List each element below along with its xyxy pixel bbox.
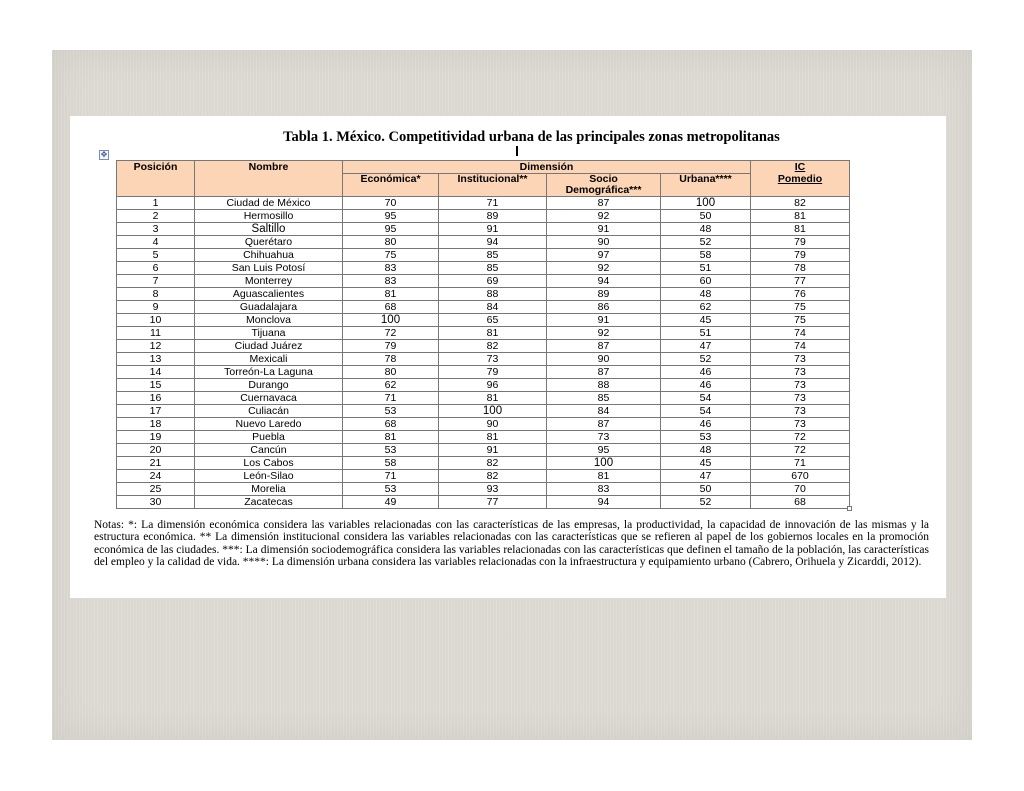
cell-socio-demografica: 83 bbox=[547, 483, 661, 496]
cell-nombre: Tijuana bbox=[195, 327, 343, 340]
header-ic-line1: IC bbox=[794, 161, 806, 173]
table-title: Tabla 1. México. Competitividad urbana de las principales zonas metropolitanas bbox=[283, 129, 780, 145]
header-institucional: Institucional** bbox=[439, 174, 547, 197]
cell-ic-promedio: 79 bbox=[751, 249, 850, 262]
cell-institucional: 81 bbox=[439, 431, 547, 444]
table-row bbox=[117, 431, 850, 444]
cell-socio-demografica: 90 bbox=[547, 236, 661, 249]
table-row bbox=[117, 262, 850, 275]
cell-economica: 80 bbox=[343, 366, 439, 379]
cell-urbana: 47 bbox=[661, 340, 751, 353]
table-row bbox=[117, 340, 850, 353]
cell-economica: 83 bbox=[343, 275, 439, 288]
cell-economica: 62 bbox=[343, 379, 439, 392]
header-economica: Económica* bbox=[343, 174, 439, 197]
cell-posicion: 20 bbox=[117, 444, 195, 457]
cell-nombre: Mexicali bbox=[195, 353, 343, 366]
cell-urbana: 52 bbox=[661, 353, 751, 366]
table-body bbox=[117, 197, 850, 509]
competitiveness-table bbox=[116, 160, 850, 509]
cell-economica: 95 bbox=[343, 210, 439, 223]
cell-institucional: 84 bbox=[439, 301, 547, 314]
cell-posicion: 6 bbox=[117, 262, 195, 275]
cell-urbana: 100 bbox=[661, 197, 751, 210]
table-row bbox=[117, 457, 850, 470]
cell-institucional: 82 bbox=[439, 340, 547, 353]
cell-institucional: 65 bbox=[439, 314, 547, 327]
cell-economica: 75 bbox=[343, 249, 439, 262]
cell-ic-promedio: 81 bbox=[751, 223, 850, 236]
cell-socio-demografica: 87 bbox=[547, 197, 661, 210]
cell-ic-promedio: 76 bbox=[751, 288, 850, 301]
cell-institucional: 91 bbox=[439, 444, 547, 457]
cell-economica: 49 bbox=[343, 496, 439, 509]
cell-institucional: 85 bbox=[439, 262, 547, 275]
cell-institucional: 88 bbox=[439, 288, 547, 301]
table-row bbox=[117, 418, 850, 431]
header-ic-promedio bbox=[751, 161, 850, 197]
table-row bbox=[117, 366, 850, 379]
cell-posicion: 4 bbox=[117, 236, 195, 249]
cell-ic-promedio: 77 bbox=[751, 275, 850, 288]
cell-urbana: 54 bbox=[661, 405, 751, 418]
cell-institucional: 69 bbox=[439, 275, 547, 288]
table-row bbox=[117, 496, 850, 509]
cell-institucional: 73 bbox=[439, 353, 547, 366]
cell-nombre: Ciudad Juárez bbox=[195, 340, 343, 353]
cell-socio-demografica: 100 bbox=[547, 457, 661, 470]
cell-economica: 68 bbox=[343, 418, 439, 431]
cell-socio-demografica: 84 bbox=[547, 405, 661, 418]
cell-nombre: Hermosillo bbox=[195, 210, 343, 223]
cell-economica: 71 bbox=[343, 392, 439, 405]
cell-socio-demografica: 92 bbox=[547, 327, 661, 340]
cell-socio-demografica: 97 bbox=[547, 249, 661, 262]
cell-nombre: Puebla bbox=[195, 431, 343, 444]
cell-nombre: Aguascalientes bbox=[195, 288, 343, 301]
table-row bbox=[117, 353, 850, 366]
cell-ic-promedio: 71 bbox=[751, 457, 850, 470]
table-row bbox=[117, 288, 850, 301]
cell-institucional: 93 bbox=[439, 483, 547, 496]
cell-posicion: 9 bbox=[117, 301, 195, 314]
cell-urbana: 48 bbox=[661, 444, 751, 457]
cell-socio-demografica: 92 bbox=[547, 210, 661, 223]
cell-socio-demografica: 73 bbox=[547, 431, 661, 444]
cell-posicion: 12 bbox=[117, 340, 195, 353]
cell-nombre: San Luis Potosí bbox=[195, 262, 343, 275]
cell-nombre: Culiacán bbox=[195, 405, 343, 418]
cell-nombre: Los Cabos bbox=[195, 457, 343, 470]
cell-economica: 81 bbox=[343, 288, 439, 301]
cell-socio-demografica: 91 bbox=[547, 314, 661, 327]
cell-nombre: Ciudad de México bbox=[195, 197, 343, 210]
table-row bbox=[117, 392, 850, 405]
cell-ic-promedio: 74 bbox=[751, 327, 850, 340]
cell-posicion: 14 bbox=[117, 366, 195, 379]
cell-ic-promedio: 79 bbox=[751, 236, 850, 249]
cell-nombre: Querétaro bbox=[195, 236, 343, 249]
cell-socio-demografica: 87 bbox=[547, 418, 661, 431]
cell-posicion: 30 bbox=[117, 496, 195, 509]
cell-institucional: 81 bbox=[439, 392, 547, 405]
table-row bbox=[117, 327, 850, 340]
cell-nombre: León-Silao bbox=[195, 470, 343, 483]
table-row bbox=[117, 197, 850, 210]
cell-socio-demografica: 94 bbox=[547, 496, 661, 509]
cell-nombre: Monclova bbox=[195, 314, 343, 327]
cell-posicion: 1 bbox=[117, 197, 195, 210]
cell-socio-demografica: 91 bbox=[547, 223, 661, 236]
cell-posicion: 17 bbox=[117, 405, 195, 418]
cell-economica: 58 bbox=[343, 457, 439, 470]
header-socio-line2: Demográfica*** bbox=[565, 184, 642, 196]
cell-institucional: 71 bbox=[439, 197, 547, 210]
table-row bbox=[117, 405, 850, 418]
cell-socio-demografica: 89 bbox=[547, 288, 661, 301]
cell-nombre: Morelia bbox=[195, 483, 343, 496]
cell-posicion: 21 bbox=[117, 457, 195, 470]
table-notes: Notas: *: La dimensión económica considera las variables relacionadas con las características de las empresas, la productividad, la capacidad de innovación de las mismas y la estructura económica. ** La dimensión institucional considera las variables relacionadas con las características que se refieren al papel de los gobiernos locales en la promoción económica de las ciudades. ***: La dimensión sociodemográfica considera las variables relacionadas con las características que definen el tamaño de la población, las características del empleo y la calidad de vida. ****: La dimensión urbana considera las variables relacionadas con la infraestructura y equipamiento urbano (Cabrero, Orihuela y Zicarddi, 2012). bbox=[94, 519, 929, 568]
cell-socio-demografica: 81 bbox=[547, 470, 661, 483]
header-posicion: Posición bbox=[117, 161, 195, 197]
cell-urbana: 60 bbox=[661, 275, 751, 288]
cell-urbana: 48 bbox=[661, 223, 751, 236]
cell-economica: 83 bbox=[343, 262, 439, 275]
cell-institucional: 94 bbox=[439, 236, 547, 249]
cell-posicion: 3 bbox=[117, 223, 195, 236]
cell-socio-demografica: 92 bbox=[547, 262, 661, 275]
cell-posicion: 5 bbox=[117, 249, 195, 262]
cell-urbana: 52 bbox=[661, 236, 751, 249]
cell-ic-promedio: 73 bbox=[751, 353, 850, 366]
cell-socio-demografica: 94 bbox=[547, 275, 661, 288]
table-row bbox=[117, 444, 850, 457]
cell-ic-promedio: 73 bbox=[751, 418, 850, 431]
table-row bbox=[117, 483, 850, 496]
cell-urbana: 48 bbox=[661, 288, 751, 301]
cell-ic-promedio: 72 bbox=[751, 431, 850, 444]
cell-posicion: 7 bbox=[117, 275, 195, 288]
cell-urbana: 58 bbox=[661, 249, 751, 262]
cell-nombre: Torreón-La Laguna bbox=[195, 366, 343, 379]
cell-urbana: 45 bbox=[661, 314, 751, 327]
cell-posicion: 2 bbox=[117, 210, 195, 223]
cell-urbana: 51 bbox=[661, 262, 751, 275]
cell-ic-promedio: 82 bbox=[751, 197, 850, 210]
cell-posicion: 13 bbox=[117, 353, 195, 366]
cell-posicion: 10 bbox=[117, 314, 195, 327]
cell-urbana: 46 bbox=[661, 379, 751, 392]
cell-ic-promedio: 78 bbox=[751, 262, 850, 275]
cell-nombre: Monterrey bbox=[195, 275, 343, 288]
cell-urbana: 54 bbox=[661, 392, 751, 405]
cell-socio-demografica: 87 bbox=[547, 366, 661, 379]
cell-socio-demografica: 85 bbox=[547, 392, 661, 405]
cell-economica: 70 bbox=[343, 197, 439, 210]
cell-nombre: Durango bbox=[195, 379, 343, 392]
header-nombre: Nombre bbox=[195, 161, 343, 197]
cell-urbana: 50 bbox=[661, 210, 751, 223]
cell-ic-promedio: 73 bbox=[751, 366, 850, 379]
table-resize-handle[interactable] bbox=[847, 506, 852, 511]
cell-urbana: 47 bbox=[661, 470, 751, 483]
table-row bbox=[117, 236, 850, 249]
cell-posicion: 8 bbox=[117, 288, 195, 301]
cell-ic-promedio: 81 bbox=[751, 210, 850, 223]
cell-ic-promedio: 75 bbox=[751, 301, 850, 314]
cell-economica: 100 bbox=[343, 314, 439, 327]
cell-urbana: 50 bbox=[661, 483, 751, 496]
table-row bbox=[117, 275, 850, 288]
cell-urbana: 46 bbox=[661, 366, 751, 379]
cell-economica: 78 bbox=[343, 353, 439, 366]
cell-ic-promedio: 75 bbox=[751, 314, 850, 327]
cell-posicion: 15 bbox=[117, 379, 195, 392]
cell-ic-promedio: 68 bbox=[751, 496, 850, 509]
cell-posicion: 24 bbox=[117, 470, 195, 483]
cell-economica: 72 bbox=[343, 327, 439, 340]
cell-posicion: 25 bbox=[117, 483, 195, 496]
cell-nombre: Nuevo Laredo bbox=[195, 418, 343, 431]
table-move-handle-icon[interactable]: ✥ bbox=[100, 150, 108, 159]
cell-urbana: 53 bbox=[661, 431, 751, 444]
cell-economica: 53 bbox=[343, 483, 439, 496]
cell-institucional: 89 bbox=[439, 210, 547, 223]
header-dimension: Dimensión bbox=[343, 161, 751, 174]
cell-ic-promedio: 73 bbox=[751, 379, 850, 392]
cell-posicion: 11 bbox=[117, 327, 195, 340]
cell-nombre: Guadalajara bbox=[195, 301, 343, 314]
cell-socio-demografica: 87 bbox=[547, 340, 661, 353]
cell-nombre: Cancún bbox=[195, 444, 343, 457]
cell-ic-promedio: 72 bbox=[751, 444, 850, 457]
cell-ic-promedio: 73 bbox=[751, 405, 850, 418]
cell-institucional: 85 bbox=[439, 249, 547, 262]
cell-institucional: 82 bbox=[439, 457, 547, 470]
cell-nombre: Chihuahua bbox=[195, 249, 343, 262]
cell-ic-promedio: 73 bbox=[751, 392, 850, 405]
cell-institucional: 96 bbox=[439, 379, 547, 392]
cell-institucional: 91 bbox=[439, 223, 547, 236]
cell-nombre: Cuernavaca bbox=[195, 392, 343, 405]
cell-nombre: Zacatecas bbox=[195, 496, 343, 509]
cell-economica: 79 bbox=[343, 340, 439, 353]
document-image bbox=[70, 116, 946, 598]
cell-socio-demografica: 86 bbox=[547, 301, 661, 314]
cell-posicion: 16 bbox=[117, 392, 195, 405]
cell-socio-demografica: 90 bbox=[547, 353, 661, 366]
cell-economica: 80 bbox=[343, 236, 439, 249]
cell-economica: 68 bbox=[343, 301, 439, 314]
cell-economica: 53 bbox=[343, 405, 439, 418]
text-cursor bbox=[516, 146, 518, 156]
cell-posicion: 18 bbox=[117, 418, 195, 431]
cell-socio-demografica: 88 bbox=[547, 379, 661, 392]
header-socio-line1: Socio bbox=[589, 173, 618, 185]
cell-economica: 95 bbox=[343, 223, 439, 236]
cell-institucional: 100 bbox=[439, 405, 547, 418]
header-socio-demografica bbox=[547, 174, 661, 197]
cell-nombre: Saltillo bbox=[195, 223, 343, 236]
header-ic-line2: Pomedio bbox=[777, 173, 823, 185]
cell-ic-promedio: 74 bbox=[751, 340, 850, 353]
header-urbana: Urbana**** bbox=[661, 174, 751, 197]
cell-urbana: 52 bbox=[661, 496, 751, 509]
cell-institucional: 90 bbox=[439, 418, 547, 431]
cell-institucional: 77 bbox=[439, 496, 547, 509]
cell-ic-promedio: 70 bbox=[751, 483, 850, 496]
table-row bbox=[117, 379, 850, 392]
cell-economica: 53 bbox=[343, 444, 439, 457]
cell-economica: 71 bbox=[343, 470, 439, 483]
table-row bbox=[117, 314, 850, 327]
cell-institucional: 82 bbox=[439, 470, 547, 483]
table-row bbox=[117, 249, 850, 262]
table-row bbox=[117, 223, 850, 236]
cell-urbana: 46 bbox=[661, 418, 751, 431]
cell-socio-demografica: 95 bbox=[547, 444, 661, 457]
cell-institucional: 81 bbox=[439, 327, 547, 340]
cell-urbana: 51 bbox=[661, 327, 751, 340]
cell-economica: 81 bbox=[343, 431, 439, 444]
cell-urbana: 45 bbox=[661, 457, 751, 470]
cell-urbana: 62 bbox=[661, 301, 751, 314]
table-row bbox=[117, 301, 850, 314]
cell-ic-promedio: 670 bbox=[751, 470, 850, 483]
table-row bbox=[117, 210, 850, 223]
cell-posicion: 19 bbox=[117, 431, 195, 444]
table-row bbox=[117, 470, 850, 483]
cell-institucional: 79 bbox=[439, 366, 547, 379]
